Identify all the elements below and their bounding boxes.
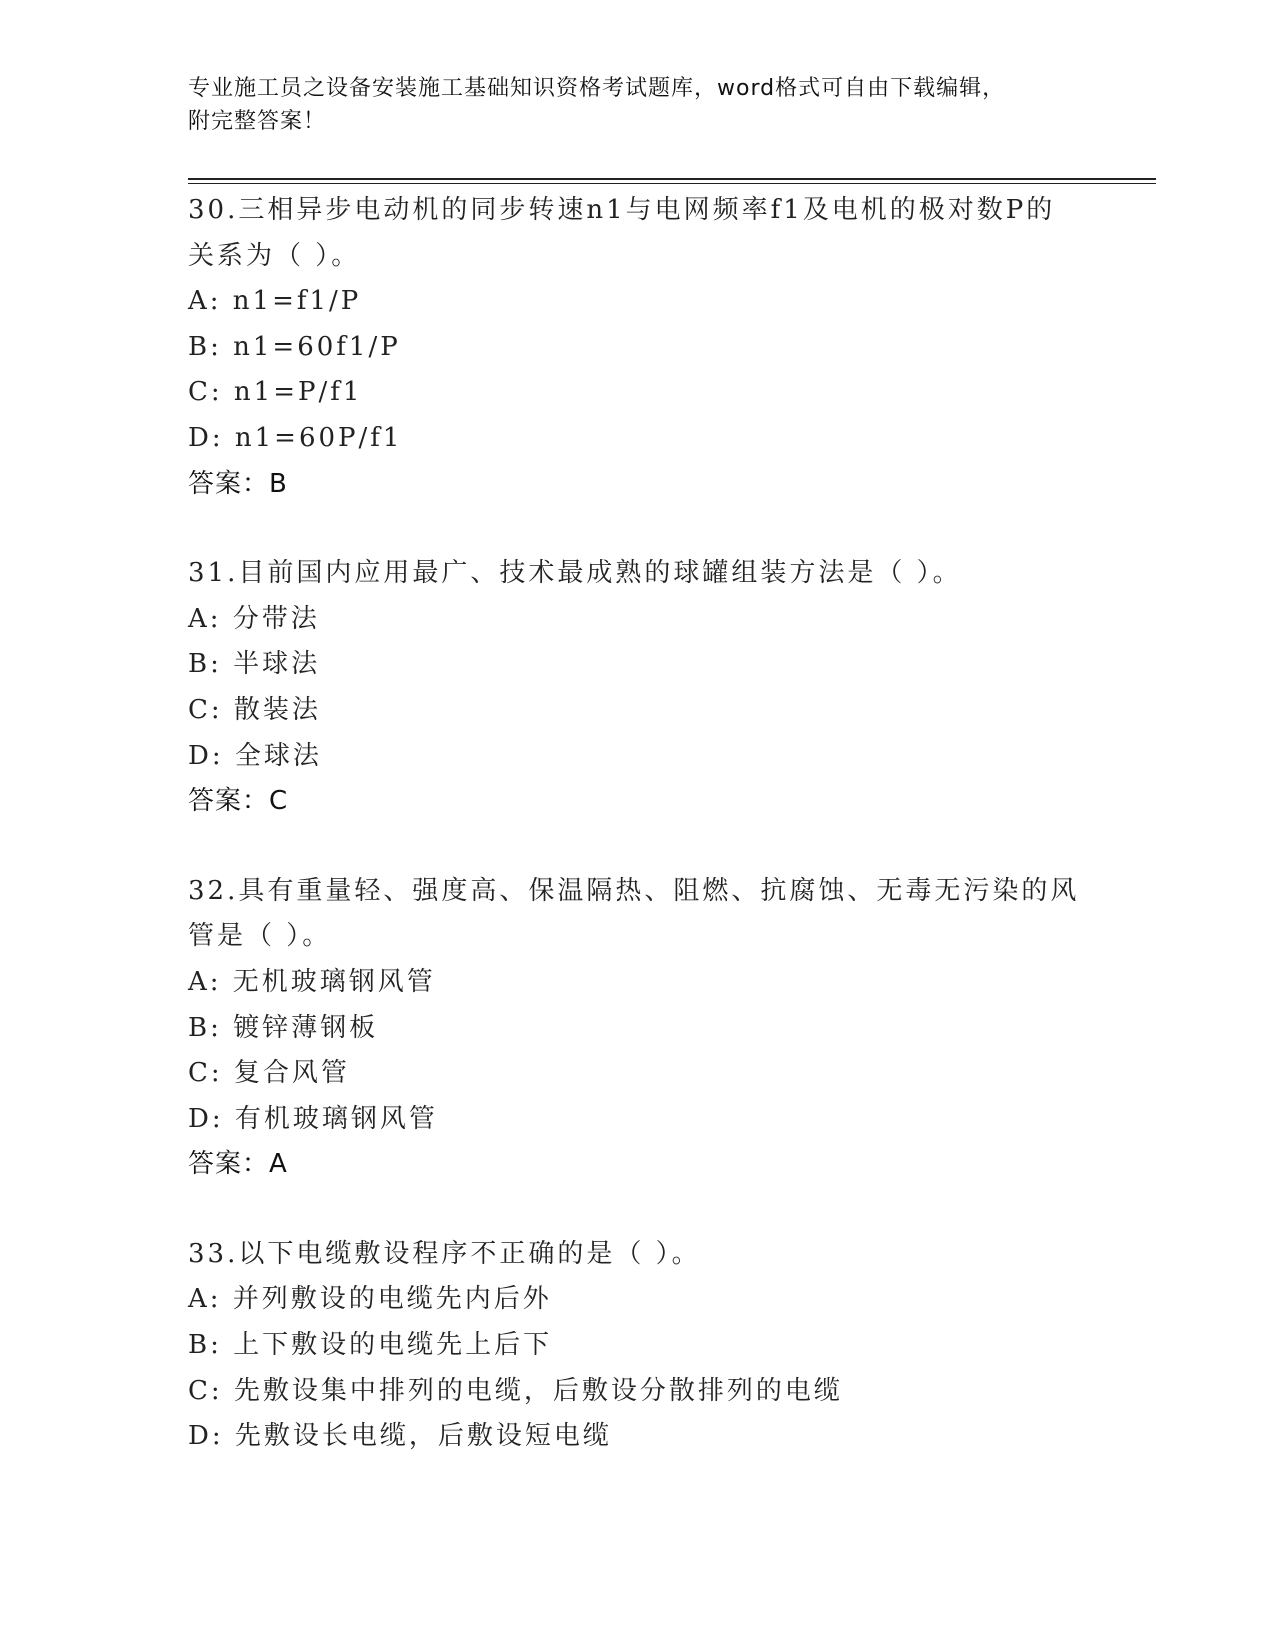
answer-option: D: 先敷设长电缆，后敷设短电缆 [188,1421,612,1452]
answer-key: 答案：C [188,786,289,817]
header-line-2: 附完整答案！ [188,109,327,134]
question-stem: 32.具有重量轻、强度高、保温隔热、阻燃、抗腐蚀、无毒无污染的风 [188,875,1080,906]
answer-option: A: 无机玻璃钢风管 [188,966,436,997]
question-stem: 关系为（ ）。 [188,240,361,271]
answer-option: D: 有机玻璃钢风管 [188,1103,438,1134]
header-divider-thick [188,178,1156,180]
answer-option: D: 全球法 [188,740,322,771]
question-list [188,188,1088,1504]
answer-option: C: 散装法 [188,694,321,725]
question-block [188,551,1088,825]
question-block [188,1232,1088,1460]
answer-option: C: 先敷设集中排列的电缆，后敷设分散排列的电缆 [188,1375,843,1406]
answer-option: B: n1=60f1/P [188,331,401,362]
question-stem: 33.以下电缆敷设程序不正确的是（ ）。 [188,1238,701,1269]
answer-option: B: 镀锌薄钢板 [188,1012,379,1043]
question-stem: 30.三相异步电动机的同步转速n1与电网频率f1及电机的极对数P的 [188,195,1056,225]
answer-option: A: 分带法 [188,603,320,634]
answer-option: A: 并列敷设的电缆先内后外 [188,1284,552,1315]
answer-option: C: 复合风管 [188,1058,350,1089]
document-header [188,72,1088,138]
answer-key: 答案：A [188,1149,288,1180]
question-stem: 31.目前国内应用最广、技术最成熟的球罐组装方法是（ ）。 [188,558,962,589]
question-block [188,869,1088,1188]
header-line-1: 专业施工员之设备安装施工基础知识资格考试题库，word格式可自由下载编辑， [188,76,1006,101]
header-divider-thin [188,183,1156,184]
answer-option: C: n1=P/f1 [188,377,363,408]
answer-option: B: 上下敷设的电缆先上后下 [188,1330,553,1361]
answer-key: 答案：B [188,468,288,499]
question-block [188,188,1088,507]
question-stem: 管是（ ）。 [188,921,332,952]
answer-option: D: n1=60P/f1 [188,422,403,453]
answer-option: B: 半球法 [188,649,321,680]
answer-option: A: n1=f1/P [188,286,362,317]
